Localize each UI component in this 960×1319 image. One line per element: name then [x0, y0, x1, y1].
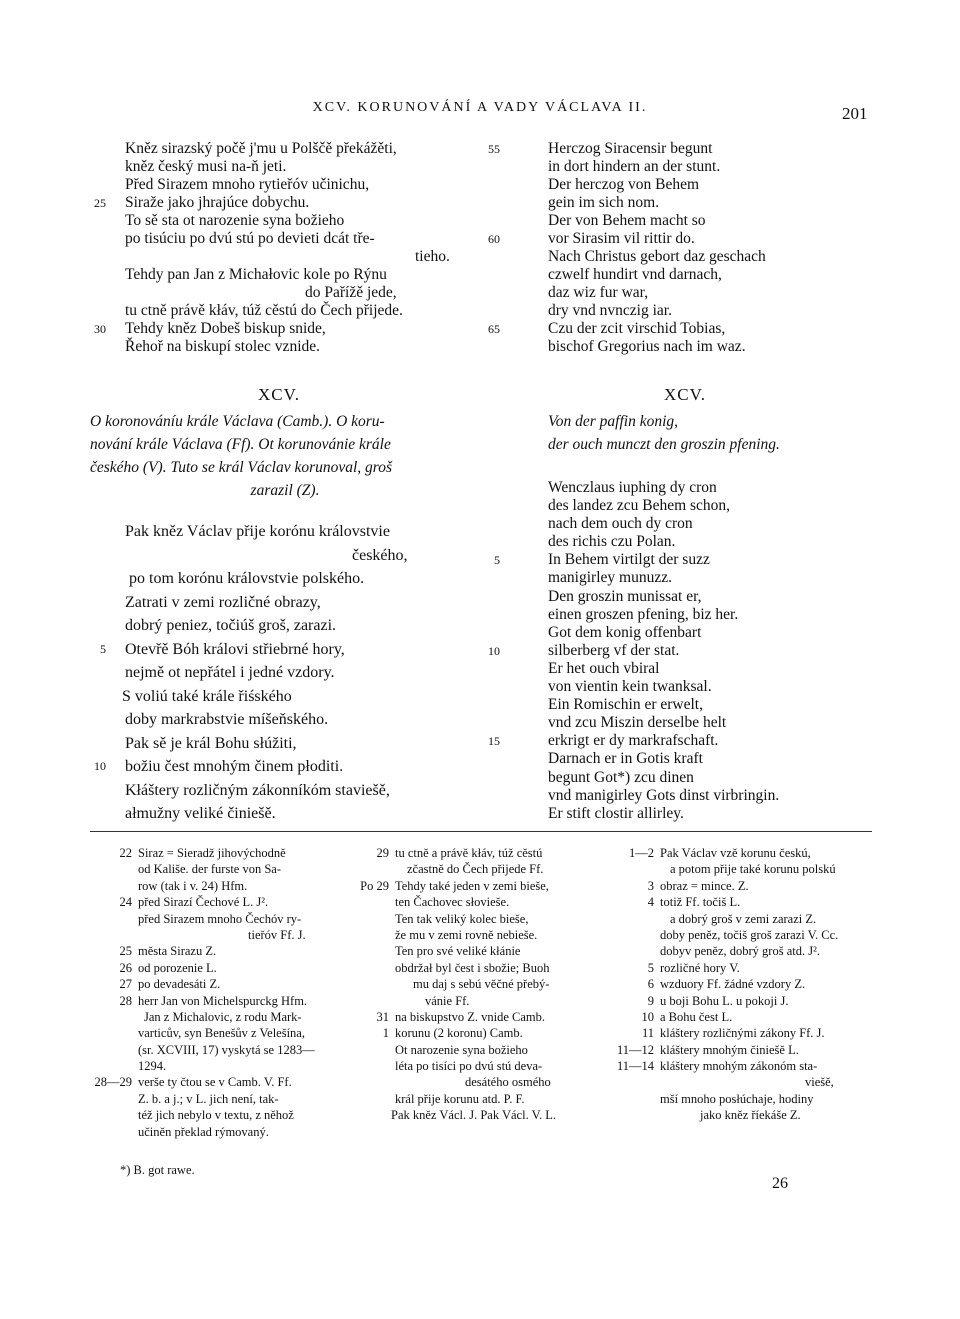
verse-text: Er stift clostir allirley. [548, 804, 684, 822]
note-text: před Sirazem mnoho Čechóv ry- [138, 911, 302, 926]
verse-text: Got dem konig offenbart [548, 623, 702, 641]
verse-text: begunt Got*) zcu dinen [548, 768, 694, 786]
note-line [395, 1042, 615, 1058]
verse-line [90, 302, 490, 320]
note-reference: 3 [647, 878, 654, 893]
note-text: desátého osmého [465, 1075, 551, 1090]
note-text: dobyv peněz, dobrý groš atd. J². [660, 944, 820, 959]
note-text: po devadesáti Z. [138, 977, 221, 992]
verse-text: Der von Behem macht so [548, 212, 706, 229]
line-number: 65 [488, 322, 500, 336]
note-line [647, 976, 880, 992]
verse-text: To sě sta ot narozenie syna božieho [125, 212, 345, 229]
verse-line [488, 641, 878, 660]
verse-line [548, 696, 878, 714]
note-line [119, 993, 378, 1009]
note-line [138, 927, 378, 943]
verse-line [548, 750, 878, 768]
note-text: korunu (2 koronu) Camb. [395, 1026, 523, 1041]
top-right-verses [488, 140, 878, 356]
note-line [647, 993, 880, 1009]
verse-text: Kłáštery rozličným zákonníkóm staviešě, [125, 781, 390, 799]
verse-text: dry vnd nvnczig iar. [548, 302, 672, 319]
note-text: zčastně do Čech přijede Ff. [407, 862, 544, 877]
note-text: tu ctně a právě kłáv, túž cěstú [395, 846, 543, 860]
note-line [660, 927, 880, 943]
notes-divider [90, 831, 872, 832]
line-number: 5 [494, 553, 500, 568]
note-line [647, 878, 880, 894]
poem-czech [90, 520, 490, 826]
note-line [138, 911, 378, 927]
verse-text: Pak kněz Václav přije korónu královstvie [125, 523, 390, 540]
verse-line [90, 614, 490, 638]
note-text: Ot narozenie syna božieho [395, 1042, 528, 1057]
note-reference: 6 [647, 977, 654, 992]
note-reference: 28—29 [94, 1075, 132, 1090]
note-line [395, 976, 615, 992]
note-line [360, 878, 615, 894]
note-text: tieřóv Ff. J. [248, 927, 306, 942]
verse-text: Czu der zcit virschid Tobias, [548, 320, 726, 337]
note-line [138, 861, 378, 877]
note-text: mu daj s sebú věčné přebý- [413, 977, 550, 992]
note-text: mší mnoho posłúchaje, hodiny [660, 1091, 814, 1106]
title-line: Von der paffin konig, [548, 413, 679, 430]
note-line [647, 960, 880, 976]
note-line [616, 1042, 880, 1058]
note-text: že mu v zemi rovně nebieše. [395, 927, 538, 942]
verse-line [90, 638, 490, 662]
note-reference: 11—12 [616, 1042, 654, 1057]
verse-line [90, 140, 490, 158]
notes-column-2 [360, 845, 615, 1124]
note-line [94, 1074, 378, 1090]
note-text: vánie Ff. [425, 993, 470, 1008]
verse-line [548, 769, 878, 787]
footnote: *) B. got rawe. [120, 1163, 195, 1177]
verse-text: Darnach er in Gotis kraft [548, 750, 703, 768]
note-line [395, 960, 615, 976]
section-heading-right: XCV. [664, 385, 706, 404]
note-line [382, 1025, 615, 1041]
note-reference: 28 [119, 993, 132, 1008]
note-text: kláštery rozličnými zákony Ff. J. [660, 1026, 825, 1041]
verse-line [548, 569, 878, 587]
verse-line [548, 805, 878, 823]
note-text: verše ty čtou se v Camb. V. Ff. [138, 1075, 292, 1090]
verse-line [548, 266, 878, 284]
verse-text: Er het ouch vbiral [548, 659, 660, 677]
section-heading-left: XCV. [258, 385, 300, 404]
verse-text: Tehdy kněz Dobeš biskup snide, [125, 320, 326, 337]
note-line [138, 1009, 378, 1025]
verse-text: po tom korónu královstvie polského. [129, 570, 365, 587]
verse-text: po tisúciu po dvú stú po devieti dcát tře- [125, 230, 375, 247]
page-number: 201 [842, 104, 868, 123]
verse-line [548, 479, 878, 497]
verse-line [90, 779, 490, 803]
verse-text: Herczog Siracensir begunt [548, 140, 713, 157]
verse-line [90, 732, 490, 756]
note-line [119, 960, 378, 976]
verse-text: Der herczog von Behem [548, 176, 700, 193]
verse-line [548, 194, 878, 212]
note-text: Pak Václav vzě korunu českú, [660, 846, 811, 860]
running-title: XCV. KORUNOVÁNÍ A VADY VÁCLAVA II. [312, 100, 648, 115]
verse-text: in dort hindern an der stunt. [548, 158, 721, 175]
verse-text: Zatrati v zemi rozličné obrazy, [125, 593, 321, 611]
title-line: der ouch munczt den groszin pfening. [548, 436, 780, 453]
verse-text: In Behem virtilgt der suzz [548, 551, 710, 569]
verse-line [488, 230, 878, 248]
verse-text: tieho. [415, 248, 450, 265]
top-left-verses [90, 140, 490, 356]
note-reference: 11 [641, 1026, 654, 1041]
note-reference: 29 [376, 846, 389, 860]
note-line [391, 1107, 615, 1123]
line-number: 60 [488, 232, 500, 246]
verse-text: Nach Christus gebort daz geschach [548, 248, 766, 265]
note-text: léta po tisíci po dvú stú deva- [395, 1059, 543, 1074]
note-reference: 11—14 [616, 1059, 654, 1074]
verse-line [548, 660, 878, 678]
verse-line [488, 732, 878, 750]
verse-line [548, 714, 878, 732]
note-line [376, 1009, 615, 1025]
verse-line [90, 248, 490, 266]
note-text: ten Čachovec słovieše. [395, 895, 510, 910]
line-number: 25 [94, 196, 106, 210]
verse-line [90, 212, 490, 230]
note-line [395, 911, 615, 927]
verse-text: doby markrabstvie míšeňského. [125, 711, 329, 728]
verse-text: manigirley munuzz. [548, 569, 672, 587]
verse-line [90, 708, 490, 732]
verse-line [548, 624, 878, 642]
note-text: Z. b. a j.; v L. jich není, tak- [138, 1091, 279, 1106]
note-text: a dobrý groš v zemi zarazi Z. [670, 911, 817, 926]
note-line [376, 845, 615, 861]
verse-line [548, 176, 878, 194]
note-line [119, 845, 378, 861]
verse-line [90, 544, 490, 568]
verse-text: S voliú také krále řiśského [122, 687, 292, 705]
note-line [138, 1042, 378, 1058]
verse-line [488, 320, 878, 338]
verse-line [548, 212, 878, 230]
verse-line [90, 320, 490, 338]
note-text: Jan z Michalovic, z rodu Mark- [144, 1009, 302, 1024]
verse-line [90, 194, 490, 212]
note-text: učiněn překlad rýmovaný. [138, 1124, 269, 1139]
verse-text: von vientin kein twanksal. [548, 678, 712, 696]
title-line: O koronováníu krále Václava (Camb.). O koru- [90, 413, 385, 430]
note-line [395, 927, 615, 943]
note-reference: 27 [119, 977, 132, 992]
verse-line [548, 158, 878, 176]
verse-text: Před Sirazem mnoho rytieřóv učinichu, [125, 176, 370, 193]
note-reference: 31 [376, 1009, 389, 1024]
verse-line [548, 515, 878, 533]
note-line [395, 1074, 615, 1090]
verse-line [90, 661, 490, 685]
note-text: od porozenie L. [138, 960, 217, 975]
verse-text: erkrigt er dy markrafschaft. [548, 732, 719, 750]
note-text: Ten tak veliký kolec bieše, [395, 911, 529, 926]
notes-column-3 [616, 845, 880, 1124]
verse-text: Siraže jako jhrajúce dobychu. [125, 194, 310, 211]
note-text: a Bohu čest L. [660, 1009, 733, 1024]
note-line [395, 943, 615, 959]
verse-line [548, 248, 878, 266]
verse-text: Tehdy pan Jan z Michałovic kole po Rýnu [125, 266, 387, 283]
verse-text: Kněz sirazský počě j'mu u Polščě překážěti, [125, 140, 397, 157]
verse-line [90, 338, 490, 356]
verse-line [494, 551, 878, 569]
note-reference: 1 [382, 1026, 389, 1041]
note-reference: 4 [647, 895, 654, 910]
verse-text: czwelf hundirt vnd darnach, [548, 266, 722, 283]
note-line [395, 894, 615, 910]
chapter-title-czech [90, 410, 480, 502]
verse-text: dobrý peniez, točiúš groš, zarazi. [125, 617, 337, 634]
verse-text: ałmužny veliké činiešě. [125, 805, 276, 822]
line-number: 55 [488, 142, 500, 156]
verse-line [90, 802, 490, 826]
verse-line [90, 520, 490, 544]
note-reference: 24 [119, 895, 132, 910]
verse-text: božiu čest mnohým činem płoditi. [125, 758, 344, 775]
note-text: též jich nebylo v textu, z něhož [138, 1108, 294, 1123]
verse-line [548, 533, 878, 551]
verse-line [548, 678, 878, 696]
note-reference: 9 [647, 993, 654, 1008]
note-reference: 25 [119, 944, 132, 959]
note-line [119, 894, 378, 910]
verse-line [90, 284, 490, 302]
verse-text: Řehoř na biskupí stolec vznide. [125, 338, 320, 355]
verse-line [548, 497, 878, 515]
line-number: 10 [94, 759, 106, 773]
verse-text: gein im sich nom. [548, 194, 660, 211]
note-text: kláštery mnohým činiešě L. [660, 1042, 799, 1057]
note-text: wzduory Ff. žádné vzdory Z. [660, 977, 806, 992]
poem-german [488, 479, 878, 823]
note-text: rozličné hory V. [660, 960, 740, 975]
note-line [395, 1091, 615, 1107]
note-text: kláštery mnohým zákonóm sta- [660, 1059, 818, 1074]
verse-line [548, 302, 878, 320]
note-text: Ten pro své veliké kłánie [395, 944, 521, 959]
verse-line [90, 755, 490, 779]
note-line [629, 845, 880, 861]
verse-line [548, 284, 878, 302]
verse-text: Wenczlaus iuphing dy cron [548, 479, 717, 496]
note-reference: Po 29 [360, 878, 389, 893]
note-text: row (tak i v. 24) Hfm. [138, 878, 248, 893]
note-line [660, 943, 880, 959]
note-line [395, 993, 615, 1009]
note-line [660, 1107, 880, 1123]
verse-text: einen groszen pfening, biz her. [548, 605, 739, 623]
verse-text: bischof Gregorius nach im waz. [548, 338, 746, 355]
verse-line [90, 591, 490, 615]
note-text: doby peněz, točiš groš zarazi V. Cc. [660, 927, 839, 942]
verse-line [488, 140, 878, 158]
note-text: u boji Bohu L. u pokoji J. [660, 993, 789, 1008]
note-text: (sr. XCVIII, 17) vyskytá se 1283— [138, 1042, 315, 1057]
verse-text: kněz český musi na-ň jeti. [125, 158, 287, 175]
verse-text: Otevřě Bóh královi střiebrné hory, [125, 640, 345, 658]
note-text: na biskupstvo Z. vnide Camb. [395, 1009, 545, 1024]
verse-text: des landez zcu Behem schon, [548, 497, 731, 515]
note-reference: 5 [647, 960, 654, 975]
chapter-title-german [548, 410, 780, 456]
note-line [119, 943, 378, 959]
note-line [138, 878, 378, 894]
note-reference: 22 [119, 846, 132, 860]
verse-text: silberberg vf der stat. [548, 641, 680, 659]
verse-text: nejmě ot nepřátel i jedné vzdory. [125, 664, 335, 681]
verse-text: tu ctně právě kłáv, túž cěstú do Čech přijede. [125, 302, 403, 319]
line-number: 15 [488, 734, 500, 749]
line-number: 30 [94, 322, 106, 336]
notes-column-1 [94, 845, 378, 1140]
note-text: obraz = mince. Z. [660, 878, 749, 893]
note-text: obdržał byl čest i sbožie; Buoh [395, 960, 550, 975]
verse-line [90, 266, 490, 284]
note-text: varticův, syn Benešův z Velešína, [138, 1026, 305, 1041]
note-text: král přije korunu atd. P. F. [395, 1091, 525, 1106]
line-number: 5 [100, 641, 106, 656]
verse-line [90, 158, 490, 176]
note-line [660, 1091, 880, 1107]
note-reference: 26 [119, 960, 132, 975]
verse-text: vnd zcu Miszin derselbe helt [548, 714, 727, 732]
verse-text: Ein Romischin er erwelt, [548, 696, 703, 714]
note-line [641, 1025, 880, 1041]
note-text: totiž Ff. točiš L. [660, 895, 741, 910]
verse-text: des richis czu Polan. [548, 533, 676, 551]
verse-text: Pak sě je král Bohu słúžiti, [125, 734, 297, 752]
note-line [395, 861, 615, 877]
title-line: českého (V). Tuto se král Václav korunoval, groš [90, 459, 393, 476]
note-line [119, 976, 378, 992]
note-line [660, 1074, 880, 1090]
note-line [138, 1058, 378, 1074]
note-reference: 1—2 [629, 846, 654, 860]
verse-text: do Pařížě jede, [305, 284, 397, 301]
note-text: herr Jan von Michelspurckg Hfm. [138, 993, 308, 1008]
line-number: 10 [488, 643, 500, 658]
verse-text: vnd manigirley Gots dinst virbringin. [548, 786, 780, 804]
verse-line [548, 787, 878, 805]
note-text: města Sirazu Z. [138, 944, 217, 959]
title-line: zarazil (Z). [250, 482, 320, 499]
verse-text: Den groszin munissat er, [548, 587, 702, 605]
note-line [647, 894, 880, 910]
verse-line [548, 338, 878, 356]
note-line [395, 1058, 615, 1074]
verse-line [90, 685, 490, 709]
note-line [641, 1009, 880, 1025]
note-text: od Kališe. der furste von Sa- [138, 862, 282, 877]
note-text: viešě, [805, 1075, 834, 1090]
note-reference: 10 [641, 1009, 654, 1024]
note-text: a potom přije také korunu polskú [670, 862, 836, 877]
note-line [138, 1025, 378, 1041]
verse-line [90, 567, 490, 591]
signature-mark: 26 [772, 1175, 788, 1192]
verse-text: nach dem ouch dy cron [548, 515, 693, 533]
note-text: 1294. [138, 1059, 167, 1074]
verse-text: daz wiz fur war, [548, 284, 649, 301]
verse-text: českého, [352, 546, 408, 564]
note-line [660, 861, 880, 877]
verse-line [548, 606, 878, 624]
note-line [138, 1091, 378, 1107]
verse-line [548, 588, 878, 606]
verse-line [90, 176, 490, 194]
title-line: nování krále Václava (Ff). Ot korunovánie krále [90, 436, 391, 453]
note-text: Pak kněz Václ. J. Pak Václ. V. L. [391, 1108, 557, 1123]
note-text: Siraz = Sieradž jihovýchodně [138, 846, 286, 860]
note-text: Tehdy také jeden v zemi bieše, [395, 878, 549, 893]
note-line [138, 1124, 378, 1140]
note-line [138, 1107, 378, 1123]
note-text: jako kněz říekáše Z. [700, 1108, 801, 1123]
verse-text: vor Sirasim vil rittir do. [548, 230, 695, 247]
verse-line [90, 230, 490, 248]
note-line [660, 911, 880, 927]
note-text: před Sirazí Čechové L. J². [138, 895, 269, 910]
note-line [616, 1058, 880, 1074]
